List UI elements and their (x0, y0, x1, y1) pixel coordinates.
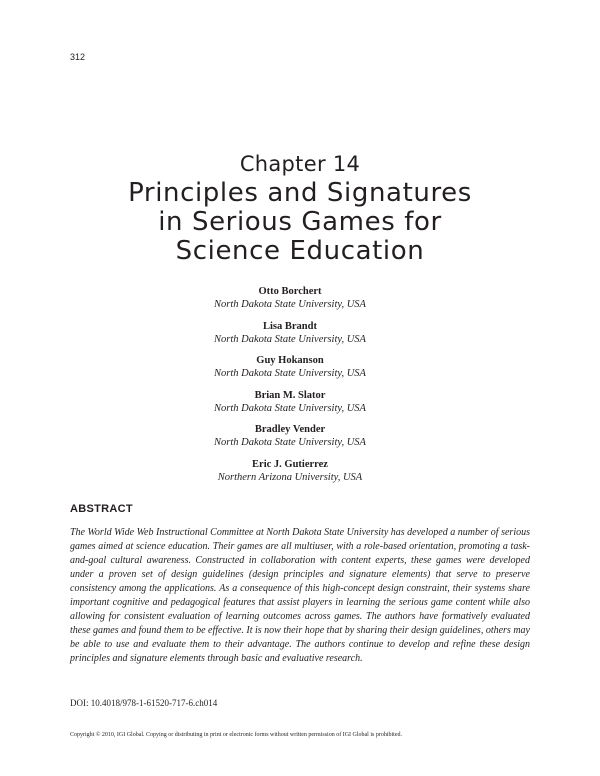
author-affiliation: North Dakota State University, USA (214, 437, 366, 448)
author-affiliation: North Dakota State University, USA (214, 402, 366, 414)
author-name: Eric J. Gutierrez (252, 458, 328, 470)
title-line: Science Education (175, 236, 425, 266)
chapter-title (40, 179, 560, 266)
author-list (0, 285, 580, 492)
author-name: Brian M. Slator (254, 389, 326, 401)
author-entry (0, 389, 580, 424)
title-line: Principles and Signatures (128, 178, 472, 208)
chapter-label: Chapter 14 (239, 152, 361, 176)
author-entry (0, 285, 580, 320)
author-name: Lisa Brandt (263, 320, 317, 332)
author-entry (0, 320, 580, 355)
abstract-heading: ABSTRACT (70, 503, 133, 515)
title-line: in Serious Games for (158, 207, 442, 237)
author-name: Guy Hokanson (256, 355, 324, 366)
author-entry (0, 458, 580, 493)
doi: DOI: 10.4018/978-1-61520-717-6.ch014 (70, 698, 218, 708)
abstract-text: The World Wide Web Instructional Committee at North Dakota State University has developed a number of serious games aimed at science education. Their games are all multiuser, with a role-based orientation, promoting a task-and-goal cultural awareness. Constructed in collaboration with content experts, these games were developed under a proven set of design guidelines (design principles and signature elements) that serve to preserve consistency among the applications. As a consequence of this high-concept design constraint, their systems share important cognitive and pedagogical features that assist players in learning the serious game content while also allowing for consistent evaluation of learning outcomes across games. The authors have formatively evaluated these games and found them to be effective. It is now their hope that by sharing their design guidelines, others may be able to use and evaluate them to their advantage. The authors continue to develop and refine these design principles and signature elements through basic and evaluative research. (70, 527, 530, 664)
author-affiliation: North Dakota State University, USA (214, 368, 366, 379)
author-name: Otto Borchert (258, 286, 322, 297)
author-name: Bradley Vender (254, 424, 326, 435)
author-entry (0, 354, 580, 389)
author-affiliation: North Dakota State University, USA (214, 333, 366, 345)
author-entry (0, 423, 580, 458)
author-affiliation: Northern Arizona University, USA (217, 471, 363, 483)
copyright-notice: Copyright © 2010, IGI Global. Copying or distributing in print or electronic forms without written permission of IGI Global is prohibited. (70, 732, 403, 738)
author-affiliation: North Dakota State University, USA (214, 299, 366, 310)
page-number: 312 (70, 52, 86, 62)
